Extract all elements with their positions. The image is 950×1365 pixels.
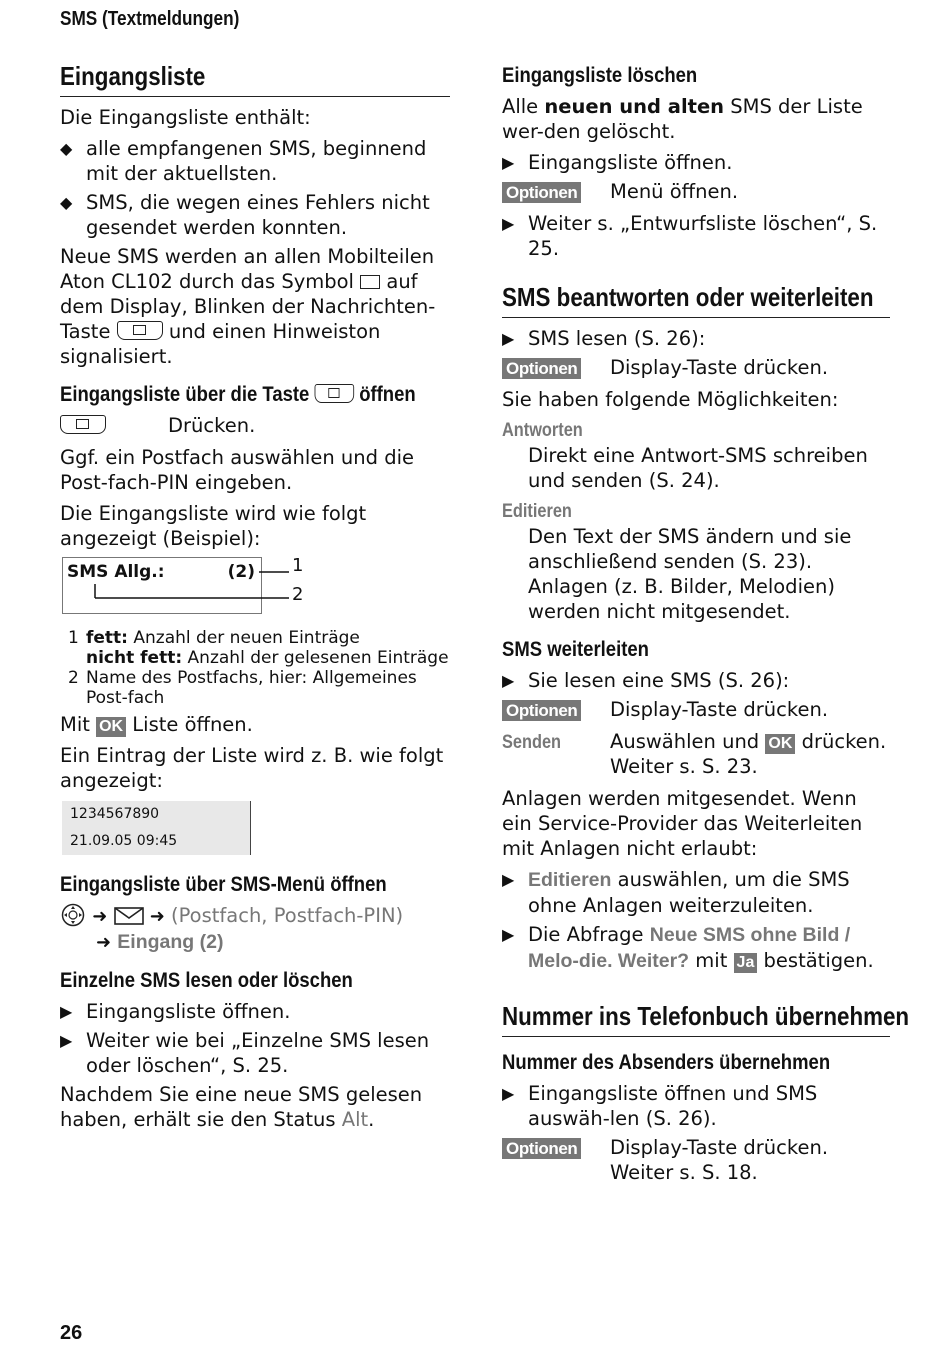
triangle-bullet-icon: ▶	[502, 329, 515, 348]
entry-datetime: 21.09.05 09:45	[70, 833, 178, 849]
display-mailbox-name: SMS Allg.:	[67, 562, 165, 582]
subheading-open-via-menu: Eingangsliste über SMS-Menü öffnen	[60, 872, 387, 896]
triangle-bullet-icon: ▶	[502, 671, 515, 690]
subheading-open-via-key: Eingangsliste über die Taste öffnen	[60, 382, 416, 406]
left-column	[60, 58, 450, 1138]
display-intro: Die Eingangsliste wird wie folgt angezeigt (Beispiel):	[60, 502, 367, 550]
callout-2: 2	[292, 584, 304, 605]
step-open-inbox: ▶ Eingangsliste öffnen.	[60, 1000, 291, 1023]
option-editieren-text: Den Text der SMS ändern und sie anschließend senden (S. 23). Anlagen (z. B. Bilder, Melodien) werden nicht mitgesendet.	[528, 525, 852, 623]
subheading-forward: SMS weiterleiten	[502, 637, 649, 661]
attach-step-1: ▶ Editieren auswählen, um die SMS ohne Anlagen weiterzuleiten.	[502, 868, 850, 917]
optionen-softkey: Optionen	[502, 182, 581, 203]
section-heading-reply: SMS beantworten oder weiterleiten	[502, 279, 890, 318]
triangle-bullet-icon: ▶	[60, 1002, 73, 1021]
message-key-icon	[314, 384, 354, 403]
triangle-bullet-icon: ▶	[502, 153, 515, 172]
diamond-bullet-icon: ◆	[60, 193, 73, 212]
inbox-bullet-2: ◆ SMS, die wegen eines Fehlers nicht gesendet werden konnten.	[60, 191, 430, 239]
senden-row: Senden Auswählen und OK drücken. Weiter s. S. 23.	[502, 730, 887, 778]
arrow-icon: ➜	[149, 906, 165, 927]
section-heading-inbox: Eingangsliste	[60, 58, 450, 97]
page-number: 26	[60, 1322, 83, 1344]
right-column	[502, 58, 910, 1192]
ja-key: Ja	[734, 953, 758, 973]
entry-example	[62, 801, 251, 855]
entry-intro: Ein Eintrag der Liste wird z. B. wie folgt angezeigt:	[60, 744, 444, 792]
optionen-softkey: Optionen	[502, 358, 581, 379]
arrow-icon: ➜	[92, 906, 108, 927]
options-intro: Sie haben folgende Möglichkeiten:	[502, 388, 839, 411]
subheading-read-delete: Einzelne SMS lesen oder löschen	[60, 968, 353, 992]
status-text: Nachdem Sie eine neue SMS gelesen haben, erhält sie den Status Alt.	[60, 1083, 423, 1131]
running-header: SMS (Textmeldungen)	[60, 8, 240, 30]
delete-text: Alle neuen und alten SMS der Liste wer-den gelöscht.	[502, 95, 863, 143]
triangle-bullet-icon: ▶	[502, 214, 515, 233]
optionen-softkey: Optionen	[502, 700, 581, 721]
entry-number: 1234567890	[70, 806, 160, 822]
option-editieren: Editieren	[502, 501, 572, 522]
note-2: 2 Name des Postfachs, hier: Allgemeines Post-fach	[68, 668, 417, 708]
note-1: 1 fett: Anzahl der neuen Einträge	[68, 628, 360, 648]
callout-1: 1	[292, 555, 304, 576]
triangle-bullet-icon: ▶	[502, 870, 515, 889]
display-example	[60, 557, 450, 614]
message-key-icon	[60, 415, 106, 434]
inbox-intro: Die Eingangsliste enthält:	[60, 106, 311, 129]
ok-key: OK	[96, 717, 126, 737]
delete-step-2: ▶ Weiter s. „Entwurfsliste löschen“, S. 25.	[502, 212, 878, 260]
diamond-bullet-icon: ◆	[60, 139, 73, 158]
arrow-icon: ➜	[96, 932, 112, 953]
sender-options-row: Optionen Display-Taste drücken. Weiter s. S. 18.	[502, 1135, 890, 1185]
subheading-delete-inbox: Eingangsliste löschen	[502, 63, 698, 87]
delete-step-1: ▶ Eingangsliste öffnen.	[502, 151, 733, 174]
control-key-icon	[60, 903, 86, 927]
option-antworten: Antworten	[502, 420, 583, 441]
options-menu-row: Optionen Menü öffnen.	[502, 179, 890, 204]
callout-lines	[63, 558, 363, 618]
forward-options-row: Optionen Display-Taste drücken.	[502, 697, 890, 722]
sender-step: ▶ Eingangsliste öffnen und SMS auswäh-len (S. 26).	[502, 1082, 818, 1130]
step-continue: ▶ Weiter wie bei „Einzelne SMS lesen oder löschen“, S. 25.	[60, 1029, 430, 1077]
message-key-icon	[117, 321, 163, 340]
section-heading-phonebook: Nummer ins Telefonbuch übernehmen	[502, 998, 890, 1037]
inbox-bullet-1: ◆ alle empfangenen SMS, beginnend mit der aktuellsten.	[60, 137, 427, 185]
triangle-bullet-icon: ▶	[502, 925, 515, 944]
forward-step: ▶ Sie lesen eine SMS (S. 26):	[502, 669, 790, 692]
press-key-row: Drücken.	[60, 413, 450, 438]
options-key-row: Optionen Display-Taste drücken.	[502, 355, 890, 380]
mailbox-text: Ggf. ein Postfach auswählen und die Post-fach-PIN eingeben.	[60, 446, 414, 494]
reply-step: ▶ SMS lesen (S. 26):	[502, 327, 706, 350]
open-list-text: Mit OK Liste öffnen.	[60, 713, 253, 736]
optionen-softkey: Optionen	[502, 1138, 581, 1159]
note-1b: nicht fett: Anzahl der gelesenen Einträge	[86, 648, 449, 668]
attach-step-2: ▶ Die Abfrage Neue SMS ohne Bild / Melo-die. Weiter? mit Ja bestätigen.	[502, 923, 874, 972]
triangle-bullet-icon: ▶	[502, 1084, 515, 1103]
subheading-sender: Nummer des Absenders übernehmen	[502, 1050, 831, 1074]
option-antworten-text: Direkt eine Antwort-SMS schreiben und senden (S. 24).	[528, 444, 868, 492]
display-count: (2)	[227, 562, 255, 582]
menu-path-item: ➜ Eingang (2)	[96, 931, 224, 953]
new-sms-text: Neue SMS werden an allen Mobilteilen Aton CL102 durch das Symbol auf dem Display, Blinken der Nachrichten-Taste und einen Hinweiston signalisiert.	[60, 245, 436, 368]
triangle-bullet-icon: ▶	[60, 1031, 73, 1050]
ok-key: OK	[765, 734, 795, 754]
display-box	[62, 557, 262, 614]
envelope-icon	[360, 275, 380, 289]
menu-path: ➜ ➜ (Postfach, Postfach-PIN)	[60, 903, 450, 929]
attach-text: Anlagen werden mitgesendet. Wenn ein Service-Provider das Weiterleiten mit Anlagen nicht erlaubt:	[502, 787, 863, 860]
senden-label: Senden	[502, 732, 562, 753]
envelope-icon	[114, 907, 144, 925]
